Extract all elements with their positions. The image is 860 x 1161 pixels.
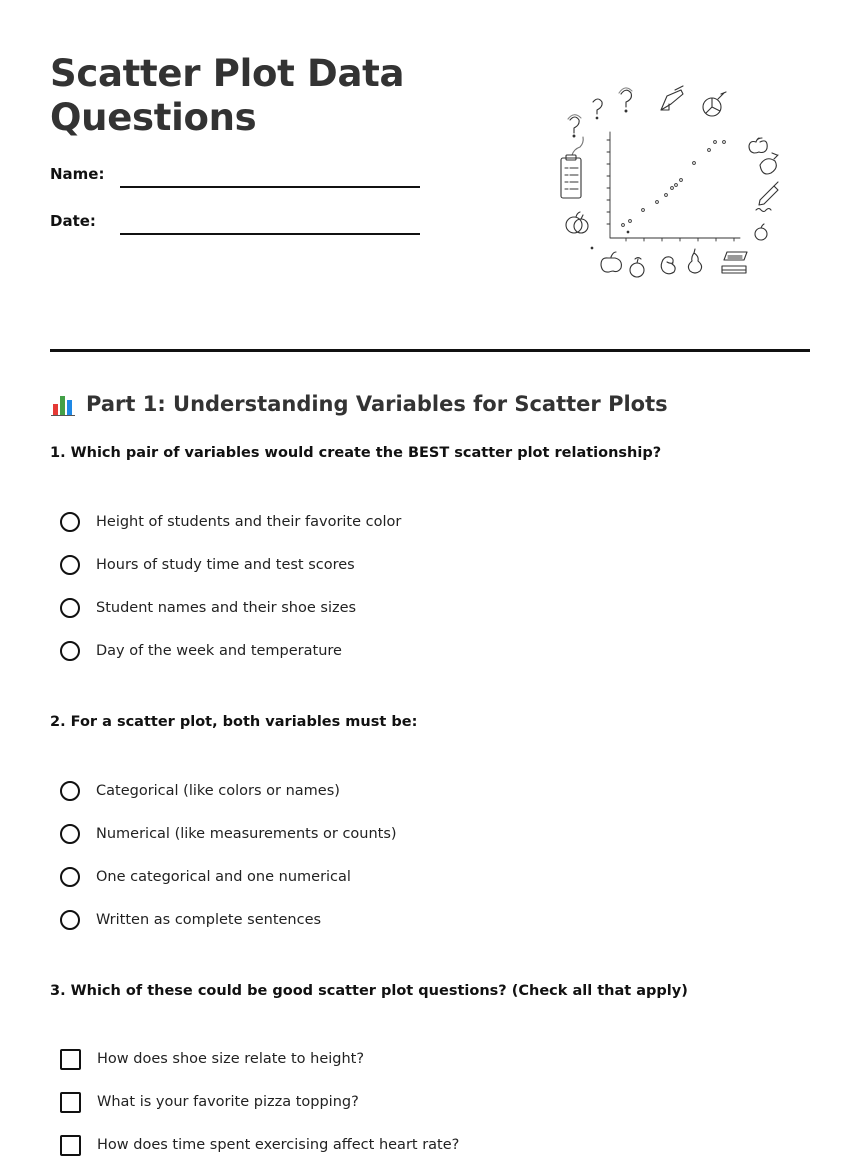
clipboard-icon xyxy=(561,137,583,198)
pencil-icon xyxy=(661,86,683,110)
apple-icon xyxy=(566,212,588,233)
q1-option-a[interactable] xyxy=(60,509,401,535)
q1-option-b[interactable] xyxy=(60,552,355,578)
part1-heading-text: Part 1: Understanding Variables for Scatter Plots xyxy=(86,392,668,416)
option-label: Hours of study time and test scores xyxy=(96,557,355,573)
question-1-prompt: 1. Which pair of variables would create the BEST scatter plot relationship? xyxy=(50,445,662,461)
option-label: Day of the week and temperature xyxy=(96,643,342,659)
checkbox[interactable] xyxy=(60,1092,81,1113)
worksheet-title xyxy=(50,52,470,140)
question-mark-icon xyxy=(568,115,581,137)
option-label: Height of students and their favorite color xyxy=(96,514,402,530)
radio-button[interactable] xyxy=(60,512,80,532)
question-mark-icon xyxy=(619,88,632,112)
pie-chart-icon xyxy=(703,92,726,116)
date-label: Date: xyxy=(50,212,96,230)
q2-option-b[interactable] xyxy=(60,821,397,847)
books-icon xyxy=(722,252,747,273)
option-label: What is your favorite pizza topping? xyxy=(97,1094,359,1110)
radio-button[interactable] xyxy=(60,598,80,618)
scatter-plot-doodle-icon xyxy=(548,80,788,280)
pear-icon xyxy=(688,249,701,273)
apple-icon xyxy=(601,252,621,272)
part1-heading xyxy=(50,388,668,420)
question-3-prompt: 3. Which of these could be good scatter plot questions? (Check all that apply) xyxy=(50,983,688,999)
q3-option-a[interactable] xyxy=(60,1046,364,1072)
radio-button[interactable] xyxy=(60,781,80,801)
radio-button[interactable] xyxy=(60,910,80,930)
q3-option-b[interactable] xyxy=(60,1089,359,1115)
fruit-icon xyxy=(760,153,778,174)
scribble-icon xyxy=(756,209,771,212)
scatter-axes xyxy=(607,132,740,241)
q2-option-a[interactable] xyxy=(60,778,340,804)
q2-option-d[interactable] xyxy=(60,907,321,933)
q1-option-c[interactable] xyxy=(60,595,356,621)
scatter-points xyxy=(622,141,726,227)
option-label: How does time spent exercising affect heart rate? xyxy=(97,1137,460,1153)
apple-icon xyxy=(755,224,767,240)
fruit-icon xyxy=(661,257,675,274)
date-field[interactable] xyxy=(120,233,420,235)
option-label: Categorical (like colors or names) xyxy=(96,783,340,799)
radio-button[interactable] xyxy=(60,641,80,661)
option-label: Written as complete sentences xyxy=(96,912,322,928)
pencil-icon xyxy=(759,182,778,205)
question-mark-icon xyxy=(593,99,602,119)
question-2-prompt: 2. For a scatter plot, both variables must be: xyxy=(50,714,418,730)
bar-chart-icon xyxy=(50,391,76,417)
title-line-1: Scatter Plot Data xyxy=(50,52,405,95)
checkbox[interactable] xyxy=(60,1049,81,1070)
name-field[interactable] xyxy=(120,186,420,188)
radio-button[interactable] xyxy=(60,555,80,575)
option-label: Numerical (like measurements or counts) xyxy=(96,826,397,842)
name-label: Name: xyxy=(50,165,105,183)
radio-button[interactable] xyxy=(60,867,80,887)
section-divider xyxy=(50,349,810,352)
q3-option-c[interactable] xyxy=(60,1132,459,1158)
option-label: How does shoe size relate to height? xyxy=(97,1051,365,1067)
apple-icon xyxy=(630,258,644,278)
q2-option-c[interactable] xyxy=(60,864,351,890)
option-label: One categorical and one numerical xyxy=(96,869,351,885)
option-label: Student names and their shoe sizes xyxy=(96,600,357,616)
checkbox[interactable] xyxy=(60,1135,81,1156)
radio-button[interactable] xyxy=(60,824,80,844)
q1-option-d[interactable] xyxy=(60,638,342,664)
title-line-2: Questions xyxy=(50,96,257,139)
apple-icon xyxy=(749,138,767,153)
